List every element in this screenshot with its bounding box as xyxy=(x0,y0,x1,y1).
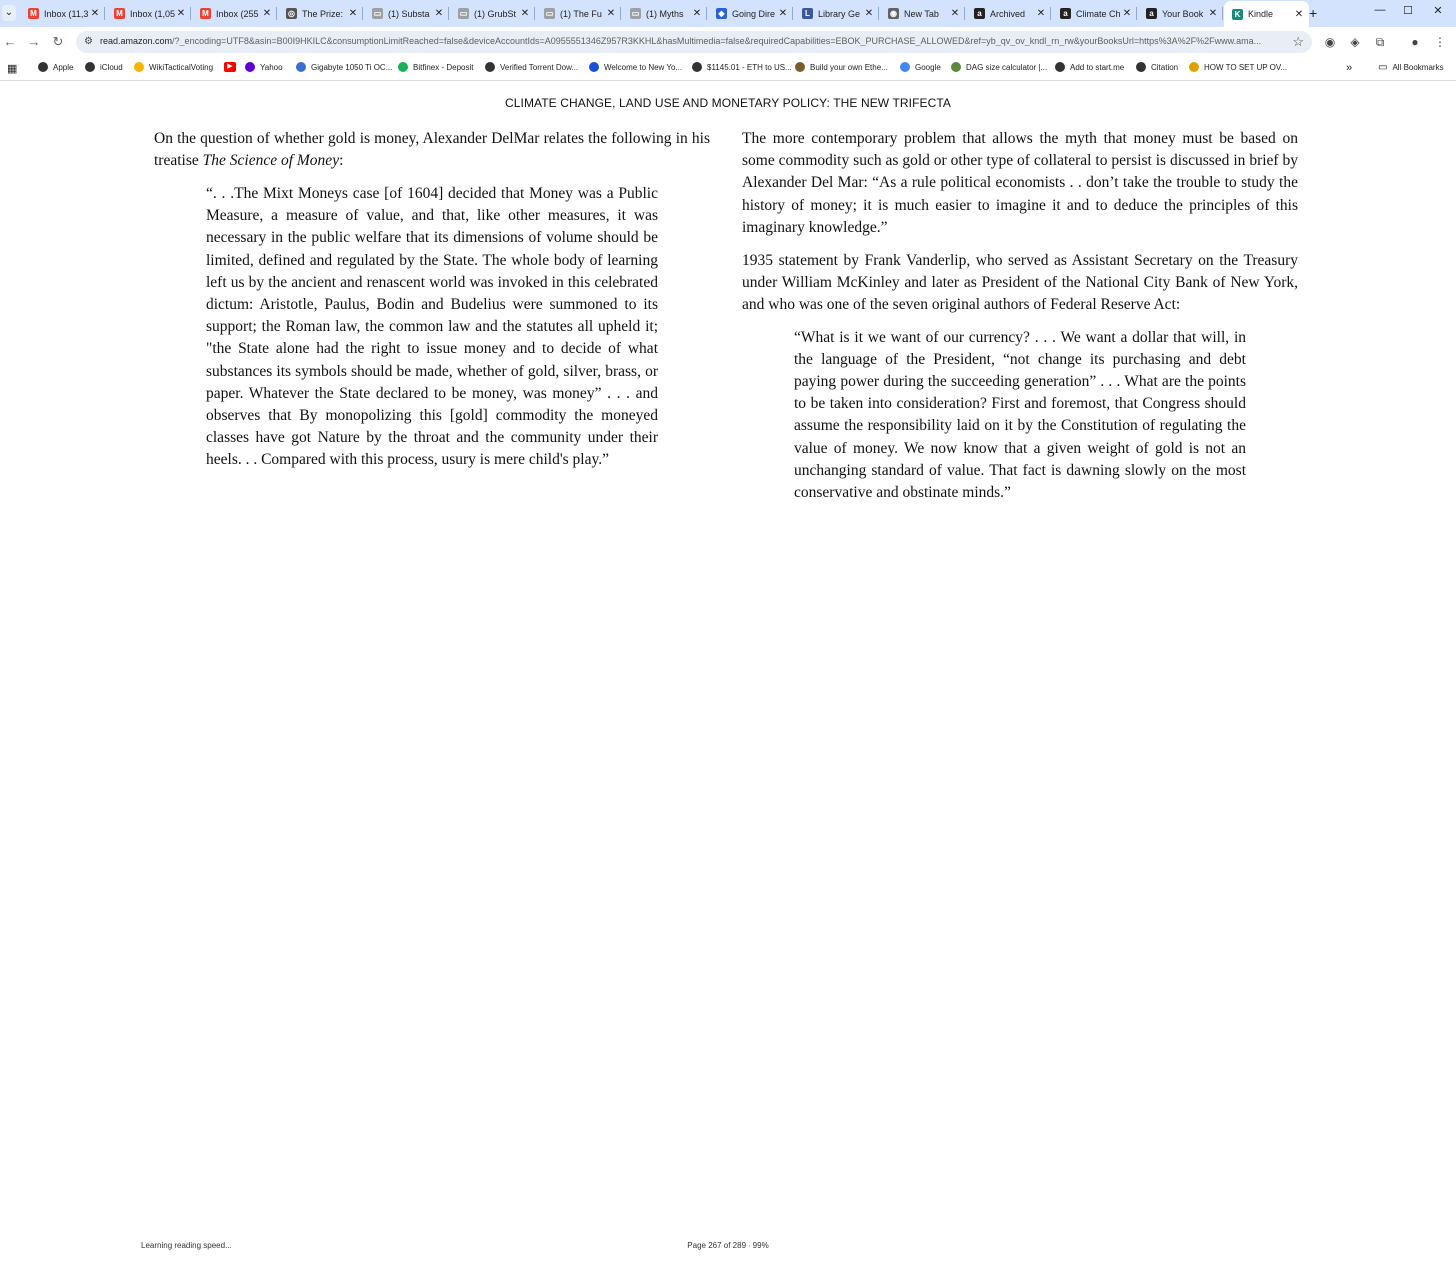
tab-strip xyxy=(0,0,1456,27)
page-icon: ▭ xyxy=(631,9,640,18)
tab-separator xyxy=(1050,7,1051,20)
bookmark-label: HOW TO SET UP OV... xyxy=(1204,62,1288,72)
gmail-icon: M xyxy=(114,8,125,19)
tab-close-icon[interactable]: ✕ xyxy=(864,8,874,19)
circle-logo-icon: ◎ xyxy=(286,8,297,19)
bookmark-item[interactable] xyxy=(485,62,578,72)
browser-tab[interactable] xyxy=(880,2,965,25)
bookmark-label: Google xyxy=(915,62,941,72)
tab-separator xyxy=(792,7,793,20)
bookmark-item[interactable] xyxy=(589,62,682,72)
tab-separator xyxy=(878,7,879,20)
tab-title: Your Book xyxy=(1162,8,1204,19)
tab-close-icon[interactable]: ✕ xyxy=(176,8,186,19)
tab-close-icon[interactable]: ✕ xyxy=(434,8,444,19)
tab-title: (1) Substa xyxy=(388,8,430,19)
book-title: The Science of Money xyxy=(202,152,340,170)
address-bar[interactable] xyxy=(76,31,1312,53)
browser-tab[interactable] xyxy=(794,2,879,25)
site-info-icon[interactable]: ⚙ xyxy=(84,36,93,47)
browser-tab[interactable] xyxy=(1224,1,1309,27)
bookmark-item[interactable] xyxy=(951,62,1047,72)
tab-title: (1) Myths xyxy=(646,8,684,19)
tab-close-icon[interactable]: ✕ xyxy=(520,8,530,19)
bookmark-item[interactable] xyxy=(1189,62,1287,72)
bookmark-label: Gigabyte 1050 Ti OC... xyxy=(311,62,393,72)
left-column xyxy=(154,128,710,482)
tab-separator xyxy=(1136,7,1137,20)
youtube-icon: ▶ xyxy=(224,62,236,72)
tab-close-icon[interactable]: ✕ xyxy=(692,8,702,19)
bookmarks-bar xyxy=(0,57,1456,81)
amazon-icon: a xyxy=(974,8,985,19)
bookmark-label: iCloud xyxy=(100,62,123,72)
reading-speed-status: Learning reading speed... xyxy=(141,1241,232,1250)
bookmark-item[interactable] xyxy=(900,62,941,72)
kindle-icon: K xyxy=(1232,9,1243,20)
tab-close-icon[interactable]: ✕ xyxy=(1122,8,1132,19)
folder-icon: ▭ xyxy=(1378,62,1388,73)
sun-icon xyxy=(134,62,144,72)
tab-close-icon[interactable]: ✕ xyxy=(90,8,100,19)
bookmark-item[interactable] xyxy=(296,62,392,72)
tab-separator xyxy=(276,7,277,20)
gmail-icon: M xyxy=(200,8,211,19)
s-logo-icon xyxy=(589,62,599,72)
tab-separator xyxy=(1222,7,1223,20)
more-bookmarks-chevron-icon[interactable]: » xyxy=(1346,62,1353,74)
bookmark-label: Bitfinex - Deposit xyxy=(413,62,474,72)
tab-close-icon[interactable]: ✕ xyxy=(778,8,788,19)
tab-title: The Prize: xyxy=(302,8,344,19)
tab-separator xyxy=(964,7,965,20)
bookmark-item[interactable] xyxy=(1055,62,1124,72)
bookmark-item[interactable] xyxy=(398,62,473,72)
browser-tab[interactable] xyxy=(708,2,793,25)
browser-tab[interactable] xyxy=(20,2,105,25)
amazon-icon: a xyxy=(1146,8,1157,19)
page-icon: ▭ xyxy=(459,9,468,18)
globe-icon xyxy=(1136,62,1146,72)
paragraph: The more contemporary problem that allows the myth that money must be based on some commodity such as gold or other type of collateral to persist is discussed in brief by Alexander Del Mar: “As a rule political economists . . don’t take the trouble to study the history of money; it is much easier to imagine it and to deduce the principles of this imaginary knowledge.” xyxy=(742,130,1298,236)
paragraph: 1935 statement by Frank Vanderlip, who served as Assistant Secretary on the Treasury under William McKinley and later as President of the National City Bank of New York, and who was one of the seven original authors of Federal Reserve Act: xyxy=(742,251,1298,313)
gigabyte-icon xyxy=(296,62,306,72)
forward-icon[interactable]: → xyxy=(27,34,41,49)
paragraph: On the question of whether gold is money, Alexander DelMar relates the following in his treatise The Science of Money: xyxy=(154,130,710,170)
page-icon: ▭ xyxy=(373,9,382,18)
google-icon xyxy=(900,62,910,72)
diamond-logo-icon: ◆ xyxy=(716,8,727,19)
right-column xyxy=(742,128,1298,515)
gmail-icon: M xyxy=(28,8,39,19)
extension-icon[interactable]: ◈ xyxy=(1350,35,1360,49)
tab-separator xyxy=(190,7,191,20)
browser-tab[interactable] xyxy=(1052,2,1137,25)
yahoo-icon xyxy=(245,62,255,72)
amazon-icon: a xyxy=(1060,8,1071,19)
extensions-puzzle-icon[interactable]: ⧉ xyxy=(1375,35,1385,49)
bookmark-label: Citation xyxy=(1151,62,1179,72)
block-quote: “What is it we want of our currency? . . . We want a dollar that will, in the language of the President, “not change its purchasing and debt paying power during the succeeding generation” . . . What are the points to be taken into consideration? First and foremost, that Congress should assume the responsibility laid on it by the Constitution of regulating the value of money. We now know that a given weight of gold is not an unchanging standard of value. That fact is dawning slowly on the most conservative and obstinate minds.” xyxy=(794,328,1246,502)
minimize-icon[interactable]: — xyxy=(1374,4,1386,16)
library-icon: L xyxy=(802,8,813,19)
bookmark-label: Add to start.me xyxy=(1070,62,1125,72)
browser-tab[interactable] xyxy=(278,2,363,25)
bookmark-label: Verified Torrent Dow... xyxy=(500,62,579,72)
browser-tab[interactable] xyxy=(622,2,707,25)
tab-title: Archived xyxy=(990,8,1026,19)
profile-avatar[interactable]: ● xyxy=(1411,35,1419,49)
close-window-icon[interactable]: ✕ xyxy=(1433,5,1443,17)
bookmark-label: WikiTacticalVoting xyxy=(149,62,214,72)
bookmark-item[interactable] xyxy=(38,62,73,72)
tab-close-icon[interactable]: ✕ xyxy=(606,8,616,19)
tab-search-chevron-icon[interactable]: ⌄ xyxy=(2,5,16,21)
globe-icon xyxy=(38,62,48,72)
reload-icon[interactable]: ↻ xyxy=(52,34,64,49)
browser-tab[interactable] xyxy=(192,2,277,25)
leaf-icon xyxy=(398,62,408,72)
tab-separator xyxy=(362,7,363,20)
tab-separator xyxy=(448,7,449,20)
bookmark-label: DAG size calculator |... xyxy=(966,62,1048,72)
chrome-icon: ◉ xyxy=(888,8,899,19)
tab-close-icon[interactable]: ✕ xyxy=(1036,8,1046,19)
tab-title: Inbox (255 xyxy=(216,8,259,19)
tab-title: (1) GrubSt xyxy=(474,8,517,19)
browser-tab[interactable] xyxy=(536,2,621,25)
running-head: CLIMATE CHANGE, LAND USE AND MONETARY POLICY: THE NEW TRIFECTA xyxy=(504,96,952,110)
bookmark-label: Build your own Ethe... xyxy=(810,62,888,72)
tab-title: New Tab xyxy=(904,8,939,19)
bookmark-label: Apple xyxy=(53,62,74,72)
tab-close-icon[interactable]: ✕ xyxy=(348,8,358,19)
bookmark-item[interactable] xyxy=(85,62,123,72)
tab-separator xyxy=(620,7,621,20)
new-tab-button[interactable]: + xyxy=(1309,5,1318,21)
tab-title: Library Ge xyxy=(818,8,861,19)
tab-separator xyxy=(706,7,707,20)
tab-title: Going Dire xyxy=(732,8,776,19)
tab-title: Climate Ch xyxy=(1076,8,1121,19)
bookmark-label: Welcome to New Yo... xyxy=(604,62,683,72)
url-text[interactable]: read.amazon.com/?_encoding=UTF8&asin=B00I9HKILC&consumptionLimitReached=false&deviceAccountIds=A0955551346Z957R3KKHL&hasMultimedia=false&requiredCapabilities=EBOK_PURCHASE_ALLOWED&ref=yb_qv_ov_kndl_rn_rw&yourBooksUrl=https%3A%2F%2Fwww.ama... xyxy=(100,36,1262,46)
extension-icon[interactable]: ◉ xyxy=(1324,35,1336,49)
bookmark-label: Yahoo xyxy=(260,62,283,72)
browser-tab[interactable] xyxy=(450,2,535,25)
browser-tab[interactable] xyxy=(1138,2,1223,25)
tab-title: Inbox (1,05 xyxy=(130,8,176,19)
page-location: Page 267 of 289 ∙ 99% xyxy=(687,1241,769,1250)
apps-grid-icon[interactable]: ▦ xyxy=(7,63,18,75)
block-quote: “. . .The Mixt Moneys case [of 1604] decided that Money was a Public Measure, a measure of value, and that, like other measures, it was necessary in the public welfare that its dimensions of volume should be limited, defined and regulated by the State. The whole body of learning left us by the ancient and renascent world was invoked in this celebrated dictum: Aristotle, Paulus, Bodin and Budelius were summoned to its support; the Roman law, the common law and the statutes all upheld it; "the State alone had the right to issue money and to decide of what substances its symbols should be made, whether of gold, silver, brass, or paper. Whatever the State declared to be money, was money” . . . and observes that By monopolizing this [gold] commodity the moneyed classes have got Nature by the throat and the community under their heels. . . Compared with this process, usury is mere child's play.” xyxy=(206,184,658,469)
bookmark-star-icon[interactable]: ☆ xyxy=(1292,34,1304,49)
tab-close-icon[interactable]: ✕ xyxy=(1208,8,1218,19)
tab-title: Kindle xyxy=(1248,9,1274,19)
globe-icon xyxy=(85,62,95,72)
gauge-icon xyxy=(951,62,961,72)
bookmark-item[interactable] xyxy=(224,62,241,72)
bookmark-item[interactable] xyxy=(1136,62,1178,72)
page-icon: ▭ xyxy=(545,9,554,18)
globe-icon xyxy=(485,62,495,72)
browser-tab[interactable] xyxy=(364,2,449,25)
back-icon[interactable]: ← xyxy=(3,34,17,49)
tab-title: Inbox (11,3 xyxy=(44,8,89,19)
bookmark-item[interactable] xyxy=(134,62,213,72)
globe-icon xyxy=(1055,62,1065,72)
tab-close-icon[interactable]: ✕ xyxy=(1294,8,1304,20)
maximize-icon[interactable]: ☐ xyxy=(1403,5,1413,17)
tab-title: (1) The Fu xyxy=(560,8,602,19)
tab-separator xyxy=(534,7,535,20)
bookmark-item[interactable] xyxy=(245,62,283,72)
browser-tab[interactable] xyxy=(966,2,1051,25)
bookmark-item[interactable] xyxy=(692,62,792,72)
tab-close-icon[interactable]: ✕ xyxy=(262,8,272,19)
globe-icon xyxy=(692,62,702,72)
browser-tab[interactable] xyxy=(106,2,191,25)
mask-icon xyxy=(795,62,805,72)
bookmark-label: $1145.01 - ETH to US... xyxy=(707,62,792,72)
menu-kebab-icon[interactable]: ⋮ xyxy=(1434,35,1446,49)
tab-close-icon[interactable]: ✕ xyxy=(950,8,960,19)
tab-separator xyxy=(104,7,105,20)
bookmark-item[interactable] xyxy=(795,62,888,72)
browser-toolbar xyxy=(0,27,1456,57)
coin-icon xyxy=(1189,62,1199,72)
all-bookmarks[interactable]: ▭ All Bookmarks xyxy=(1378,62,1444,73)
